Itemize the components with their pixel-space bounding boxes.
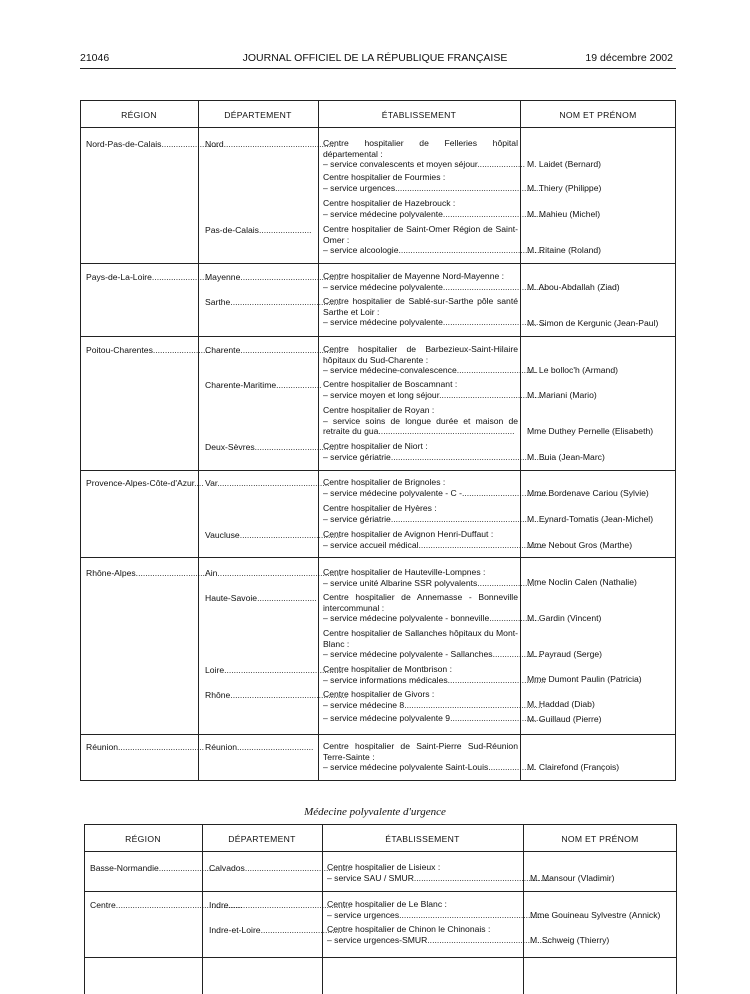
- departement-cell: Charente-Maritime...................: [205, 380, 322, 390]
- region-divider: [80, 263, 676, 264]
- etablissement-service: – service accueil médical....................................................: [323, 539, 543, 550]
- etablissement-title: Centre hospitalier de Royan :: [323, 405, 435, 415]
- etablissement-cell: [323, 503, 549, 524]
- column-divider: [198, 100, 199, 781]
- column-header-departement: DÉPARTEMENT: [224, 110, 292, 120]
- etablissement-title: Centre hospitalier de Hyères :: [323, 503, 437, 513]
- etablissement-title: Centre hospitalier de Brignoles :: [323, 477, 446, 487]
- etablissement-service: – service médecine polyvalente - Sallanches.....................: [323, 649, 543, 659]
- etablissement-cell: [327, 924, 552, 945]
- region-cell: Provence-Alpes-Côte-d'Azur....: [86, 478, 204, 488]
- departement-cell: Indre-et-Loire..................................: [209, 925, 342, 935]
- nom-cell: M. Mansour (Vladimir): [530, 873, 615, 883]
- departement-cell: Réunion................................: [205, 742, 314, 752]
- nom-cell: M. Clairefond (François): [527, 762, 620, 772]
- etablissement-cell: [323, 477, 551, 498]
- region-divider: [80, 336, 676, 337]
- etablissement-service: – service unité Albarine SSR polyvalents.........................: [323, 577, 537, 588]
- column-divider: [523, 824, 524, 994]
- etablissement-title: Centre hospitalier de Hazebrouck :: [323, 198, 456, 208]
- etablissement-service: – service gériatrie..................................................................: [323, 451, 549, 462]
- region-cell: Centre.....................................................: [90, 900, 243, 910]
- etablissement-title: Centre hospitalier de Annemasse - Bonneville intercommunal :: [323, 592, 518, 613]
- journal-title: JOURNAL OFFICIEL DE LA RÉPUBLIQUE FRANÇAISE: [242, 52, 508, 64]
- etablissement-title: Centre hospitalier de Lisieux :: [327, 862, 441, 872]
- etablissement-title: Centre hospitalier de Sablé-sur-Sarthe pôle santé Sarthe et Loir :: [323, 296, 518, 317]
- etablissement-title: Centre hospitalier de Mayenne Nord-Mayenne :: [323, 271, 505, 281]
- etablissement-service: – service informations médicales.........................................: [323, 674, 546, 685]
- etablissement-cell: [323, 529, 543, 550]
- region-divider: [80, 557, 676, 558]
- nom-cell: M. Mahieu (Michel): [527, 209, 601, 219]
- nom-cell: M. Thiery (Philippe): [527, 183, 602, 193]
- etablissement-cell: [323, 741, 537, 773]
- etablissement-cell: [323, 379, 542, 400]
- etablissement-title: Centre hospitalier de Saint-Omer Région de Saint-Omer :: [323, 224, 518, 245]
- etablissement-cell: [323, 567, 537, 588]
- etablissement-cell: [323, 405, 518, 437]
- column-header-nom: NOM ET PRÉNOM: [559, 110, 637, 120]
- departement-cell: Pas-de-Calais......................: [205, 225, 312, 235]
- departement-cell: Rhône.................................................: [205, 690, 348, 700]
- page-number: 21046: [80, 52, 110, 64]
- region-cell: Rhône-Alpes..............................: [86, 568, 208, 578]
- region-divider: [80, 734, 676, 735]
- etablissement-service: – service médecine-convalescence..................................: [323, 365, 538, 375]
- region-divider: [84, 891, 677, 892]
- nom-cell: M. Abou-Abdallah (Ziad): [527, 282, 620, 292]
- departement-cell: Charente..........................................: [205, 345, 341, 355]
- etablissement-cell: [323, 271, 546, 292]
- departement-cell: Indre...................................................: [209, 900, 351, 910]
- departement-cell: Calvados............................................: [209, 863, 350, 873]
- header-row-divider: [84, 851, 677, 852]
- etablissement-service: – service médecine polyvalente - C -.....................................: [323, 487, 551, 498]
- etablissement-cell: [323, 138, 526, 170]
- etablissement-cell: [323, 344, 538, 376]
- departement-cell: Nord...............................................: [205, 139, 336, 149]
- publication-date: 19 décembre 2002: [585, 52, 673, 64]
- etablissement-title: Centre hospitalier de Le Blanc :: [327, 899, 447, 909]
- etablissement-service: – service médecine polyvalente...........................................: [323, 317, 546, 327]
- etablissement-service: – service médecine polyvalente...........................................: [323, 281, 546, 292]
- nom-cell: M. Payraud (Serge): [527, 649, 602, 659]
- etablissement-service: – service urgences-SMUR....................................................: [327, 934, 552, 945]
- column-header-region: RÉGION: [121, 110, 157, 120]
- etablissement-cell: [323, 198, 546, 219]
- region-cell: Poitou-Charentes........................: [86, 345, 211, 355]
- etablissement-title: Centre hospitalier de Hauteville-Lompnes :: [323, 567, 486, 577]
- nom-cell: M. Simon de Kergunic (Jean-Paul): [527, 318, 659, 328]
- departement-cell: Loire..................................................: [205, 665, 344, 675]
- nom-cell: M. Buia (Jean-Marc): [527, 452, 605, 462]
- etablissement-cell: [327, 862, 551, 883]
- departement-cell: Vaucluse..........................................: [205, 530, 340, 540]
- etablissement-cell: [323, 296, 546, 328]
- etablissement-service: – service médecine polyvalente 9.......................................: [323, 713, 544, 723]
- etablissement-service: – service médecine polyvalente - bonneville.....................: [323, 613, 540, 623]
- etablissement-title: Centre hospitalier de Saint-Pierre Sud-Réunion Terre-Sainte :: [323, 741, 518, 762]
- etablissement-service: – service alcoologie.............................................................: [323, 245, 545, 255]
- etablissement-title: Centre hospitalier de Barbezieux-Saint-Hilaire hôpitaux du Sud-Charente :: [323, 344, 518, 365]
- nom-cell: M. Gardin (Vincent): [527, 613, 602, 623]
- etablissement-service: – service gériatrie..................................................................: [323, 513, 549, 524]
- etablissement-service: – service urgences..............................................................: [323, 182, 544, 193]
- nom-cell: M. Eynard-Tomatis (Jean-Michel): [527, 514, 654, 524]
- nom-cell: M. Ritaine (Roland): [527, 245, 602, 255]
- etablissement-service: – service SAU / SMUR.........................................................: [327, 872, 551, 883]
- nom-cell: Mme Dumont Paulin (Patricia): [527, 674, 642, 684]
- nom-cell: M. Schweig (Thierry): [530, 935, 610, 945]
- etablissement-cell: [323, 592, 540, 624]
- nom-cell: M. Laidet (Bernard): [527, 159, 602, 169]
- region-divider: [80, 470, 676, 471]
- etablissement-title: Centre hospitalier de Chinon le Chinonais :: [327, 924, 491, 934]
- region-divider: [84, 957, 677, 958]
- etablissement-service: – service moyen et long séjour...........................................: [323, 389, 542, 400]
- etablissement-service: – service médecine 8..........................................................: [323, 699, 543, 710]
- region-cell: Réunion....................................: [86, 742, 204, 752]
- etablissement-service: – service médecine polyvalente...........................................: [323, 208, 546, 219]
- header-rule: [80, 68, 676, 69]
- nom-cell: Mme Nebout Gros (Marthe): [527, 540, 633, 550]
- etablissement-cell: [323, 224, 545, 256]
- nom-cell: Mme Noclin Calen (Nathalie): [527, 577, 637, 587]
- etablissement-cell: [323, 628, 543, 660]
- region-cell: Pays-de-La-Loire........................: [86, 272, 210, 282]
- etablissement-title: Centre hospitalier de Avignon Henri-Duffaut :: [323, 529, 494, 539]
- departement-cell: Mayenne..........................................: [205, 272, 341, 282]
- nom-cell: M. Le bolloc'h (Armand): [527, 365, 618, 375]
- column-header-nom: NOM ET PRÉNOM: [561, 834, 639, 844]
- etablissement-title: Centre hospitalier de Sallanches hôpitaux du Mont-Blanc :: [323, 628, 518, 649]
- etablissement-cell: [323, 713, 544, 724]
- etablissement-service: – service urgences...............................................................: [327, 909, 550, 920]
- departement-cell: Var...............................................: [205, 478, 330, 488]
- nom-cell: M. Haddad (Diab): [527, 699, 595, 709]
- etablissement-cell: [323, 172, 544, 193]
- region-cell: Basse-Normandie........................: [90, 863, 217, 873]
- column-divider: [318, 100, 319, 781]
- column-header-departement: DÉPARTEMENT: [228, 834, 296, 844]
- nom-cell: M. Guillaud (Pierre): [527, 714, 602, 724]
- nom-cell: Mme Duthey Pernelle (Elisabeth): [527, 426, 654, 436]
- departement-cell: Ain....................................................: [205, 568, 342, 578]
- etablissement-cell: [327, 899, 550, 920]
- etablissement-title: Centre hospitalier de Niort :: [323, 441, 428, 451]
- etablissement-service: – service médecine polyvalente Saint-Louis....................: [323, 762, 537, 772]
- departement-cell: Haute-Savoie.........................: [205, 593, 317, 603]
- etablissement-cell: [323, 441, 549, 462]
- region-cell: Nord-Pas-de-Calais........................: [86, 139, 219, 149]
- column-header-region: RÉGION: [125, 834, 161, 844]
- etablissement-cell: [323, 664, 546, 685]
- column-header-etablissement: ÉTABLISSEMENT: [381, 110, 457, 120]
- etablissement-cell: [323, 689, 543, 710]
- departement-cell: Sarthe..............................................: [205, 297, 341, 307]
- nom-cell: M. Mariani (Mario): [527, 390, 597, 400]
- departement-cell: Deux-Sèvres...................................: [205, 442, 339, 452]
- header-row-divider: [80, 127, 676, 128]
- etablissement-service: – service convalescents et moyen séjour....................: [323, 159, 526, 169]
- etablissement-service: – service soins de longue durée et maison de retraite du gua.........................................................: [323, 415, 518, 436]
- section-title: Médecine polyvalente d'urgence: [304, 806, 446, 818]
- etablissement-title: Centre hospitalier de Fourmies :: [323, 172, 446, 182]
- etablissement-title: Centre hospitalier de Givors :: [323, 689, 435, 699]
- etablissement-title: Centre hospitalier de Felleries hôpital départemental :: [323, 138, 518, 159]
- nom-cell: Mme Gouineau Sylvestre (Annick): [530, 910, 661, 920]
- etablissement-title: Centre hospitalier de Montbrison :: [323, 664, 452, 674]
- etablissement-title: Centre hospitalier de Boscamnant :: [323, 379, 458, 389]
- column-header-etablissement: ÉTABLISSEMENT: [385, 834, 460, 844]
- nom-cell: Mme Bordenave Cariou (Sylvie): [527, 488, 649, 498]
